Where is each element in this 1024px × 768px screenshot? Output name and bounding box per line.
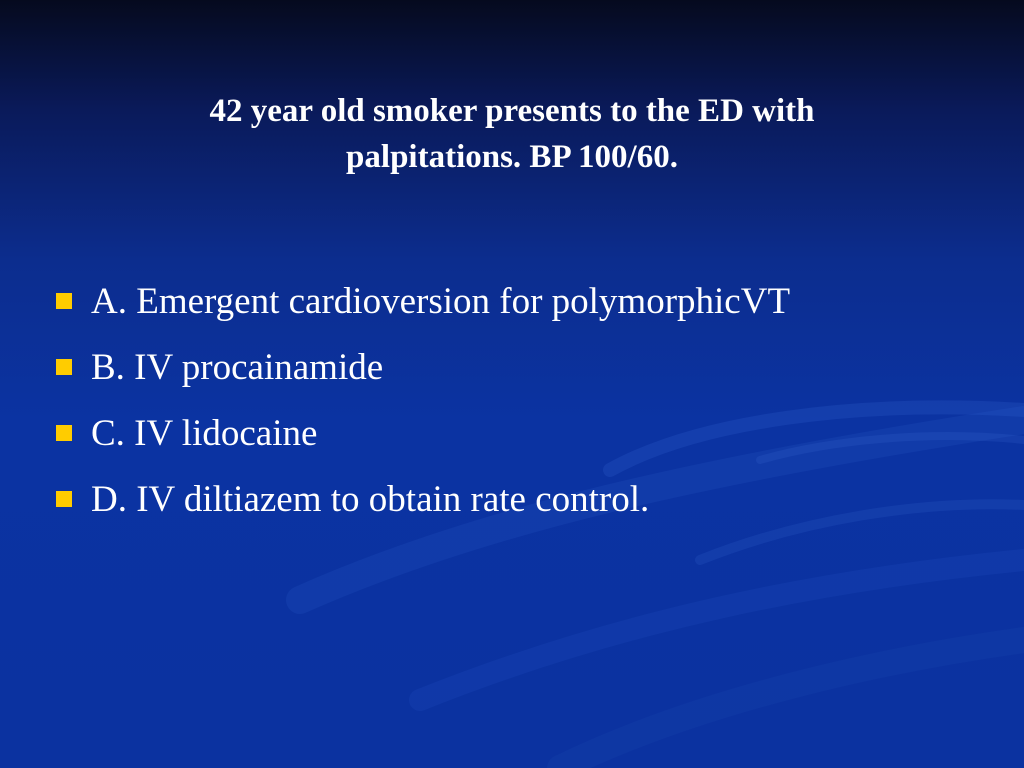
answer-option-text: B. IV procainamide [91, 347, 384, 388]
answer-option-a [56, 280, 996, 346]
bullet-square-icon [56, 425, 72, 441]
answer-option-text: C. IV lidocaine [91, 413, 318, 454]
bullet-square-icon [56, 293, 72, 309]
answer-option-d [56, 478, 996, 544]
answer-option-text: D. IV diltiazem to obtain rate control. [91, 479, 650, 520]
answer-option-b [56, 346, 996, 412]
answer-options-list [56, 280, 996, 544]
answer-option-text: A. Emergent cardioversion for polymorphicVT [91, 281, 791, 322]
bullet-square-icon [56, 491, 72, 507]
bullet-square-icon [56, 359, 72, 375]
slide-title-line-2: palpitations. BP 100/60. [346, 139, 678, 175]
slide-title-line-1: 42 year old smoker presents to the ED with [209, 93, 815, 129]
answer-option-c [56, 412, 996, 478]
slide-title [60, 88, 964, 180]
